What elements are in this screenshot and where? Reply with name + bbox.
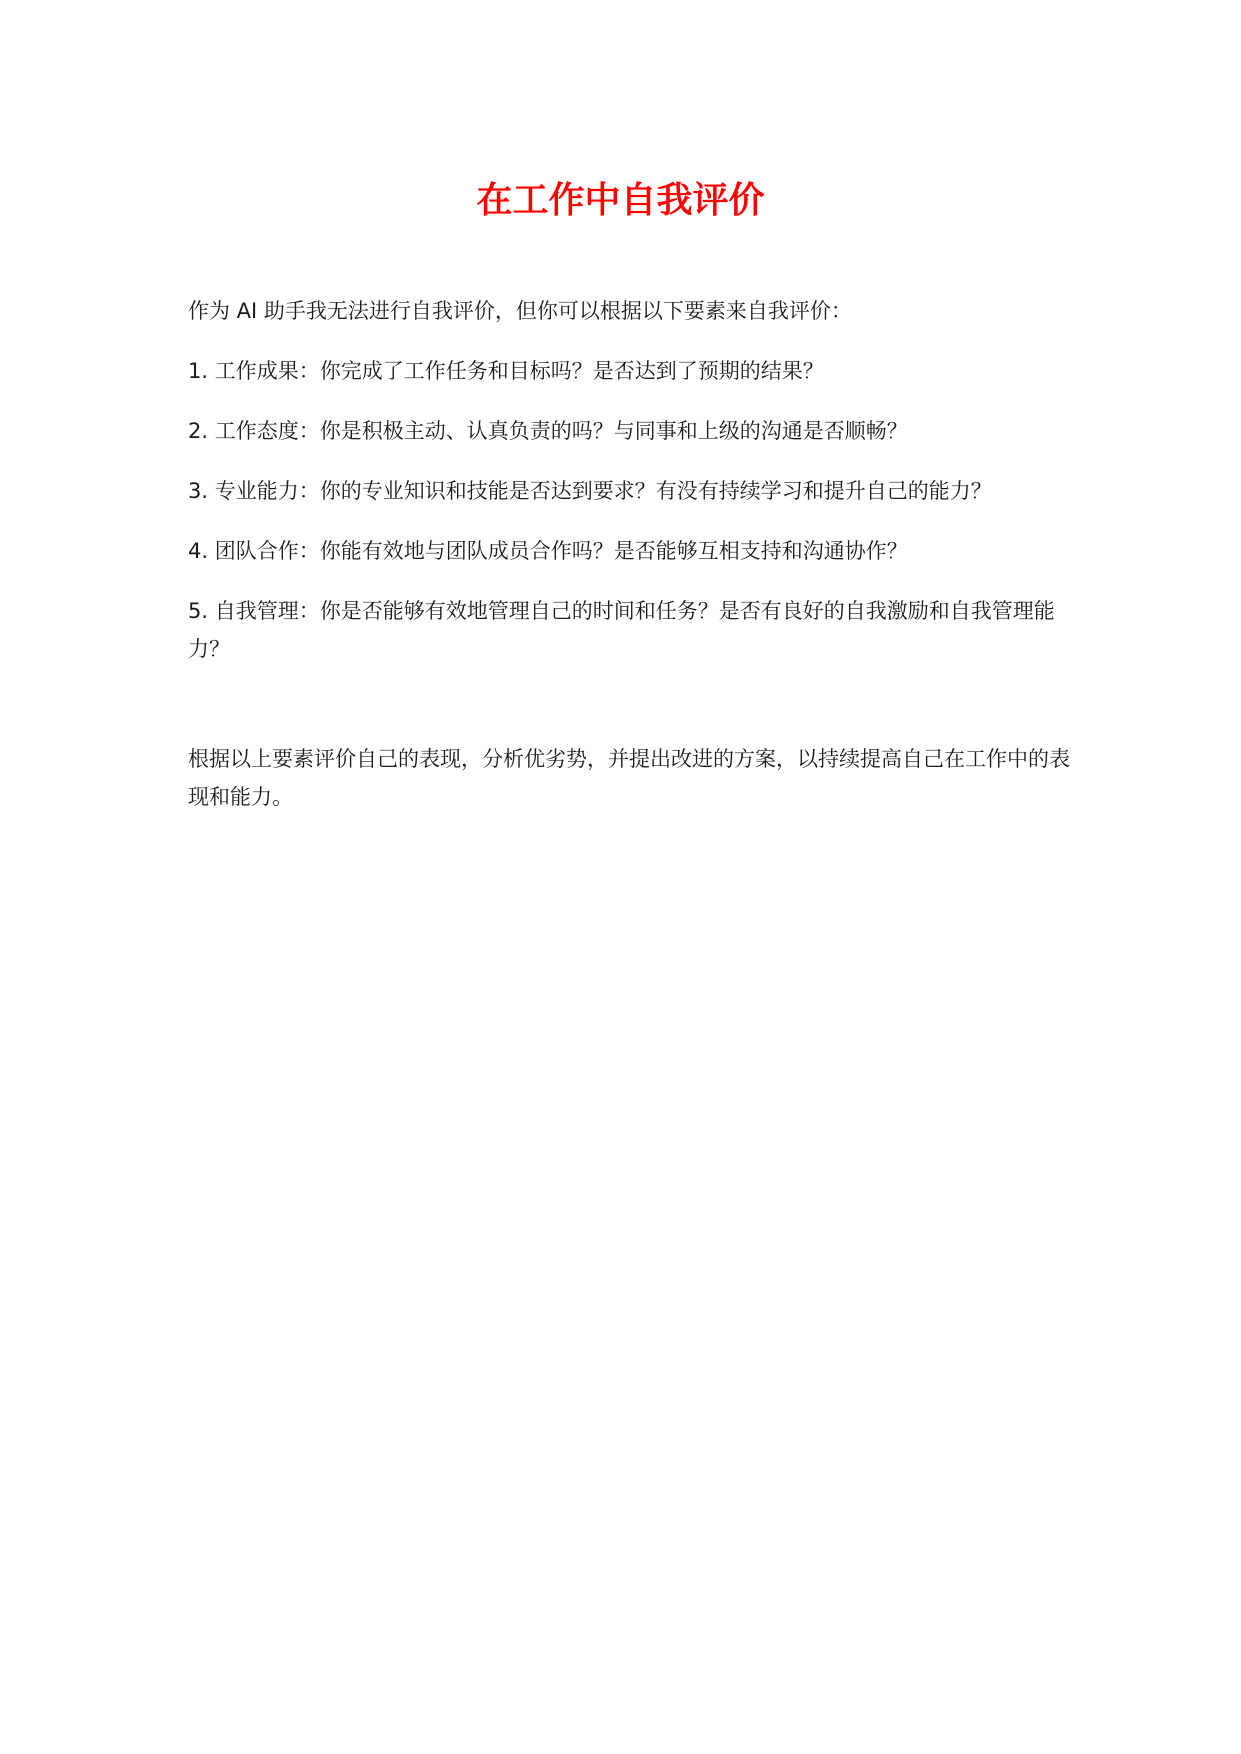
list-item: 2. 工作态度：你是积极主动、认真负责的吗？与同事和上级的沟通是否顺畅？ <box>188 419 908 443</box>
document-title: 在工作中自我评价 <box>476 180 765 221</box>
intro-paragraph: 作为 AI 助手我无法进行自我评价，但你可以根据以下要素来自我评价： <box>188 299 852 323</box>
list-item: 5. 自我管理：你是否能够有效地管理自己的时间和任务？是否有良好的自我激励和自我管理能力？ <box>188 599 1055 661</box>
list-item: 4. 团队合作：你能有效地与团队成员合作吗？是否能够互相支持和沟通协作？ <box>188 539 908 563</box>
conclusion-paragraph: 根据以上要素评价自己的表现，分析优劣势，并提出改进的方案，以持续提高自己在工作中的表现和能力。 <box>188 747 1070 809</box>
list-item: 1. 工作成果：你完成了工作任务和目标吗？是否达到了预期的结果？ <box>188 359 824 383</box>
list-item: 3. 专业能力：你的专业知识和技能是否达到要求？有没有持续学习和提升自己的能力？ <box>188 479 992 503</box>
